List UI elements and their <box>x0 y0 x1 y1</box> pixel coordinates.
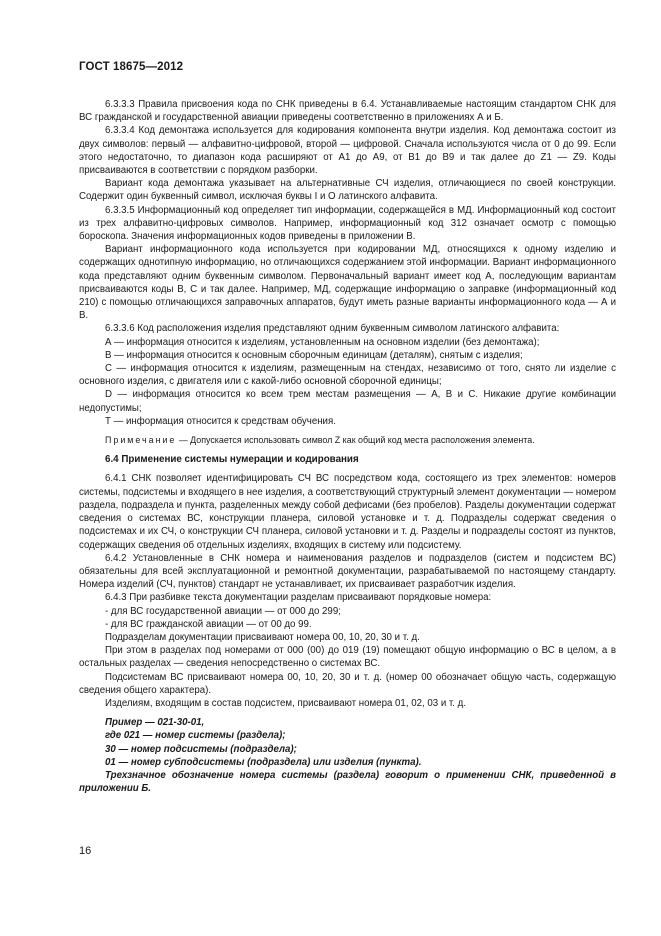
paragraph-general-info: При этом в разделах под номерами от 000 (00) до 019 (19) помещают общую информацию о ВС в целом, а в остальных разделах — сведения непосредственно о системах ВС. <box>79 645 616 670</box>
paragraph-subsystems: Подсистемам ВС присваивают номера 00, 10, 20, 30 и т. д. (номер 00 обозначает общую часть, содержащую сведения общего характера). <box>79 671 616 696</box>
paragraph-6-3-3-4: 6.3.3.4 Код демонтажа используется для кодирования компонента внутри изделия. Код демонтажа состоит из двух символов: первый — алфавитно-цифровой, второй — цифровой. Сначала используются числа от 0 до 99. Если этого недостаточно, то диапазон кода расширяют от А1 до А9, от В1 до В9 и так далее до Z1 — Z9. Коды присваиваются в соответствии с порядком разборки. <box>79 125 616 177</box>
page-number: 16 <box>79 845 92 857</box>
list-item-location-b: В — информация относится к основным сборочным единицам (деталям), снятым с изделия; <box>105 349 523 361</box>
paragraph-6-4-2: 6.4.2 Установленные в СНК номера и наименования разделов и подразделов (систем и подсистем ВС) обязательны для всей эксплуатационной и ремонтной документации, разрабатываемой по настоящему стандарту. Номера изделий (СЧ, пунктов) стандарт не устанавливает, их присваивает разработчик изделия. <box>79 552 616 591</box>
list-item-location-a: А — информация относится к изделиям, установленным на основном изделии (без демонтажа); <box>105 336 540 348</box>
example-line-5: Трехзначное обозначение номера системы (раздела) говорит о применении СНК, приведенной в приложении Б. <box>79 769 616 795</box>
paragraph-6-3-3-6: 6.3.3.6 Код расположения изделия представляют одним буквенным символом латинского алфавита: <box>105 323 560 335</box>
paragraph-info-code-variant: Вариант информационного кода используется при кодировании МД, относящихся к одному изделию и содержащих однотипную информацию, но отличающихся содержанием этой информации. Вариант информационного кода представляют одним буквенным символом. Первоначальный вариант имеет код А, последующим вариантам присваиваются коды В, С и так далее. Например, МД, содержащие информацию о заправке (информационный код 210) с помощью отличающихся заправочных аппаратов, будут иметь разные варианты информационного кода — А и В. <box>79 244 616 322</box>
paragraph-6-4-1: 6.4.1 СНК позволяет идентифицировать СЧ ВС посредством кода, состоящего из трех элементов: номеров системы, подсистемы и входящего в нее изделия, а соответствующий структурный элемент документации — номером раздела, подраздела и пункта, разделенных между собой дефисами (без пробелов). Разделы документации содержат сведения о системах ВС, конструкции планера, силовой установке и т. д. Подразделы содержат сведения о подсистемах и их СЧ, о конструкции СЧ планера, силовой установки и т. д. Разделы и подразделы состоят из пунктов, содержащих сведения об отдельных изделиях, входящих в систему или подсистему. <box>79 473 616 551</box>
example-line-3: 30 — номер подсистемы (подраздела); <box>105 743 297 755</box>
paragraph-subsections: Подразделам документации присваивают номера 00, 10, 20, 30 и т. д. <box>105 631 420 643</box>
document-body <box>79 98 616 795</box>
list-item-state-aviation: - для ВС государственной авиации — от 000 до 299; <box>105 605 341 617</box>
note-label: Примечание <box>105 435 177 446</box>
paragraph-items: Изделиям, входящим в состав подсистем, присваивают номера 01, 02, 03 и т. д. <box>105 697 467 709</box>
note <box>79 434 616 447</box>
example-line-4: 01 — номер субподсистемы (подраздела) или изделия (пункта). <box>105 756 422 768</box>
paragraph-dismantling-variant: Вариант кода демонтажа указывает на альтернативные СЧ изделия, отличающиеся по своей конструкции. Содержит один буквенный символ, исключая буквы I и O латинского алфавита. <box>79 178 616 203</box>
note-text: — Допускается использовать символ Z как общий код места расположения элемента. <box>176 435 535 446</box>
document-header: ГОСТ 18675—2012 <box>79 61 184 73</box>
paragraph-6-3-3-3: 6.3.3.3 Правила присвоения кода по СНК приведены в 6.4. Устанавливаемые настоящим стандартом СНК для ВС гражданской и государственной авиации приведены соответственно в приложениях А и Б. <box>79 99 616 124</box>
list-item-civil-aviation: - для ВС гражданской авиации — от 00 до 99. <box>105 618 312 630</box>
example-line-2: где 021 — номер системы (раздела); <box>105 730 286 742</box>
section-heading-6-4: 6.4 Применение системы нумерации и кодирования <box>105 454 359 466</box>
paragraph-6-4-3: 6.4.3 При разбивке текста документации разделам присваивают порядковые номера: <box>105 592 492 604</box>
list-item-location-t: Т — информация относится к средствам обучения. <box>105 415 336 427</box>
paragraph-6-3-3-5: 6.3.3.5 Информационный код определяет тип информации, содержащейся в МД. Информационный код состоит из трех алфавитно-цифровых символов. Например, информационный код 312 означает осмотр с помощью бороскопа. Значения информационных кодов приведены в приложении В. <box>79 204 616 243</box>
list-item-location-c: С — информация относится к изделиям, размещенным на стендах, независимо от того, снято ли изделие с основного изделия, с двигателя или с какой-либо основной сборочной единицы; <box>79 363 616 388</box>
example-line-1: Пример — 021-30-01, <box>105 717 205 729</box>
list-item-location-d: D — информация относится ко всем трем местам размещения — А, В и С. Никакие другие комбинации недопустимы; <box>79 389 616 414</box>
